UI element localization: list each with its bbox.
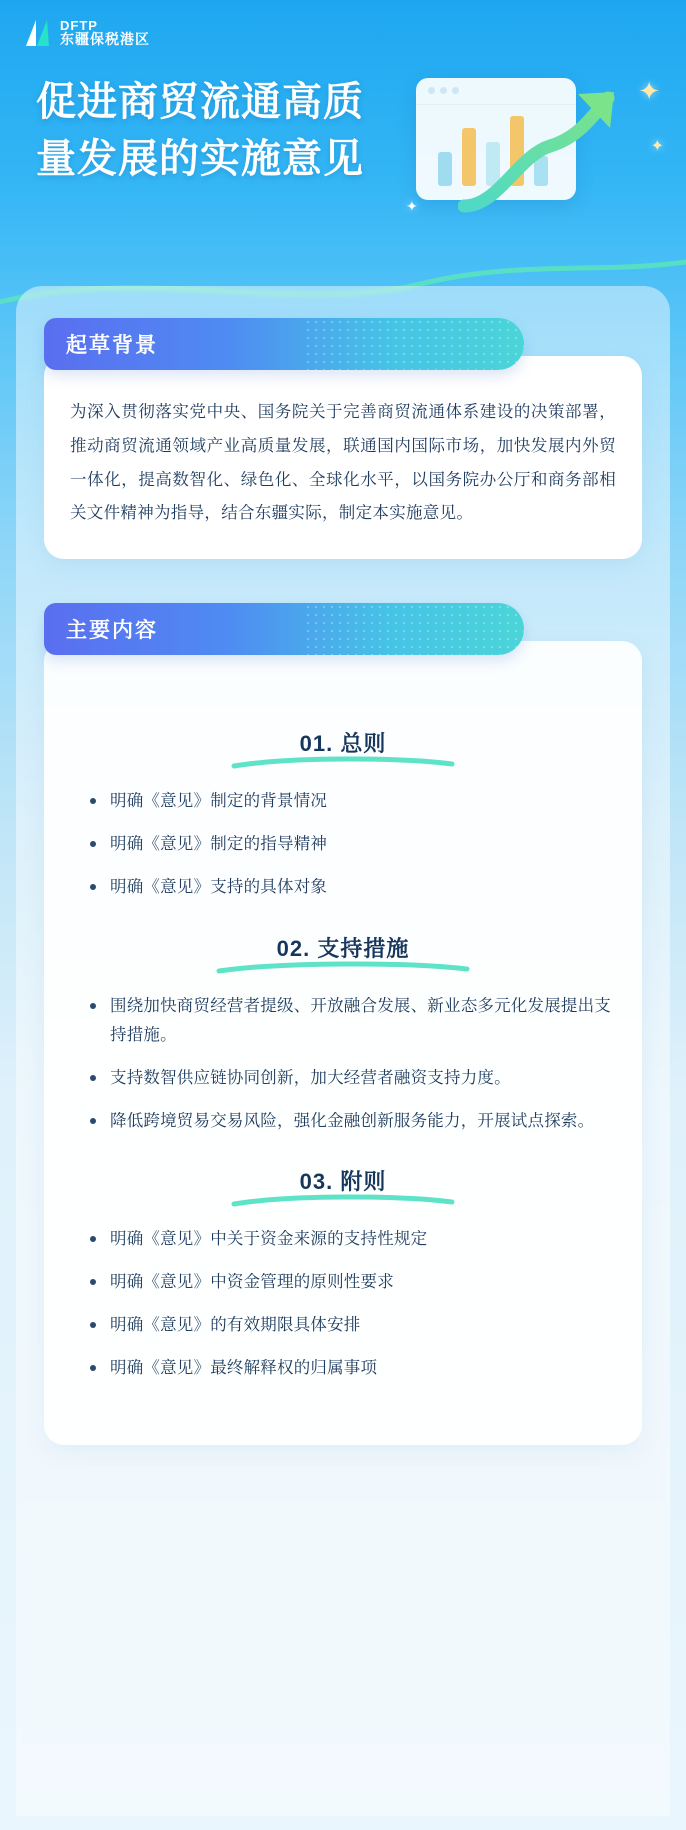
underline-stroke-icon [228,1193,458,1209]
hero-banner [0,70,686,270]
list-item: 明确《意见》制定的指导精神 [80,830,612,859]
list-item: 明确《意见》制定的背景情况 [80,787,612,816]
brand-en: DFTP [60,17,98,33]
subsection-title: 03. 附则 [299,1169,387,1195]
brand-logo [22,16,150,50]
list-item: 支持数智供应链协同创新，加大经营者融资支持力度。 [80,1064,612,1093]
subsection-heading-03 [74,1165,612,1207]
bullet-list-03 [80,1225,612,1383]
hero-illustration [406,70,666,250]
content-panel [16,286,670,1816]
section-body [44,641,642,1445]
page-title: 促进商贸流通高质量发展的实施意见 [36,80,364,181]
section-main-content [44,559,642,1445]
brand-cn: 东疆保税港区 [60,31,150,48]
sparkle-icon: ✦ [406,198,418,214]
underline-stroke-icon [213,960,473,976]
list-item: 明确《意见》中关于资金来源的支持性规定 [80,1225,612,1254]
sparkle-icon: ✦ [650,138,664,155]
section-title: 起草背景 [66,334,158,357]
list-item: 明确《意见》最终解释权的归属事项 [80,1354,612,1383]
subsection-heading-01 [74,727,612,769]
subsection-title: 02. 支持措施 [276,935,410,961]
list-item: 明确《意见》中资金管理的原则性要求 [80,1268,612,1297]
subsection-title: 01. 总则 [299,731,387,757]
subsection-heading-02 [74,932,612,974]
mountain-logo-icon [22,16,52,50]
section-title: 主要内容 [66,619,158,643]
section-header-main [44,603,524,655]
sparkle-icon: ✦ [638,76,660,106]
section-background [44,286,642,559]
list-item: 降低跨境贸易交易风险，强化金融创新服务能力，开展试点探索。 [80,1107,612,1136]
list-item: 明确《意见》的有效期限具体安排 [80,1311,612,1340]
list-item: 明确《意见》支持的具体对象 [80,873,612,902]
list-item: 围绕加快商贸经营者提级、开放融合发展、新业态多元化发展提出支持措施。 [80,992,612,1050]
section-body [44,356,642,559]
bullet-list-02 [80,992,612,1136]
growth-arrow-icon [458,86,658,236]
bullet-list-01 [80,787,612,902]
section-header-background [44,318,524,370]
background-paragraph: 为深入贯彻落实党中央、国务院关于完善商贸流通体系建设的决策部署，推动商贸流通领域产业高质量发展，联通国内国际市场，加快发展内外贸一体化，提高数智化、绿色化、全球化水平，以国务院办公厅和商务部相关文件精神为指导，结合东疆实际，制定本实施意见。 [70,403,616,523]
underline-stroke-icon [228,755,458,771]
